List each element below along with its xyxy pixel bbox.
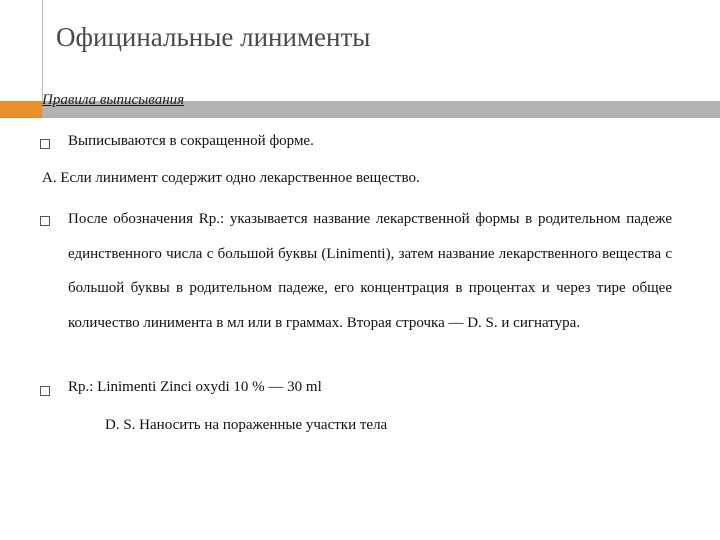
section-subtitle: Правила выписывания [42,92,185,108]
bullet-icon [40,386,50,396]
prescription-line: Rp.: Linimenti Zinci oxydi 10 % — 30 ml [68,379,322,395]
list-item: Выписываются в сокращенной форме. [68,133,314,149]
signature-line: D. S. Наносить на пораженные участки тела [105,417,388,433]
slide-title: Официнальные линименты [56,22,371,52]
bullet-icon [40,139,50,149]
bullet-icon [40,216,50,226]
list-item: А. Если линимент содержит одно лекарственное вещество. [42,170,420,186]
accent-bar [0,101,42,118]
list-item-paragraph: После обозначения Rp.: указывается название лекарственной формы в родительном падеже единственного числа с большой буквы (Linimenti), затем название лекарственного вещества с большой буквы в родительном падеже, его концентрация в процентах и через тире общее количество линимента в мл или в граммах. Вторая строчка — D. S. и сигнатура. [68,211,672,331]
